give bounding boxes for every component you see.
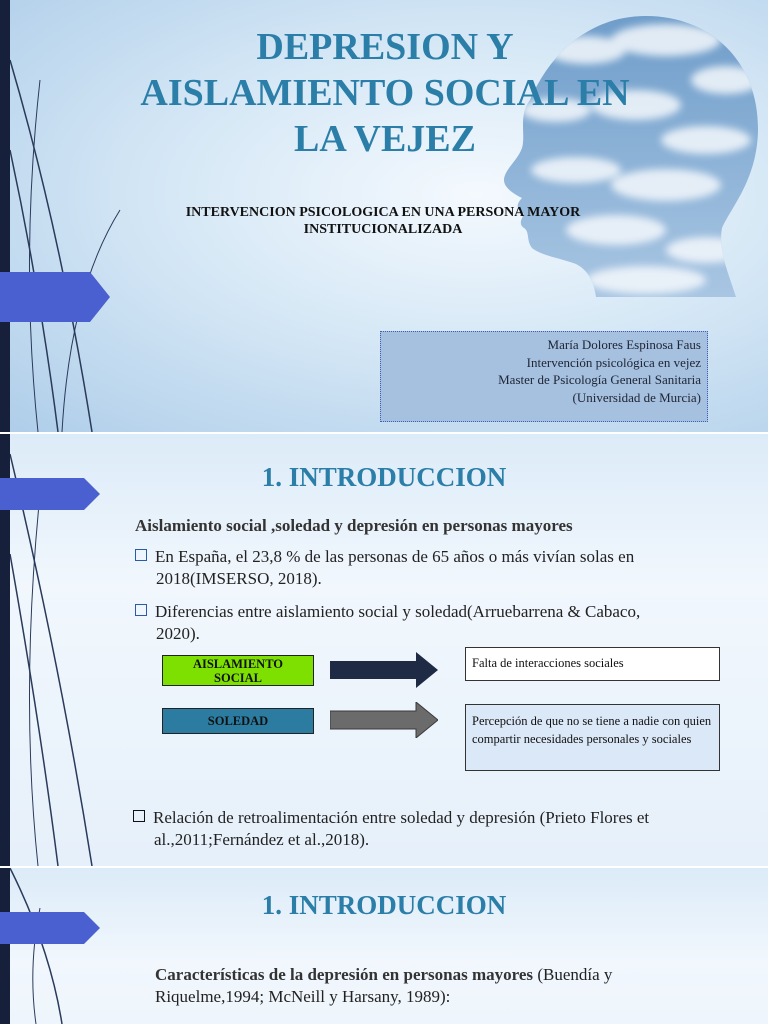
bullet-text: En España, el 23,8 % de las personas de 65 años o más vivían solas en xyxy=(155,547,635,566)
checkbox-bullet-icon xyxy=(135,549,147,561)
box-text: SOCIAL xyxy=(214,671,262,685)
section-lead: Aislamiento social ,soledad y depresión en personas mayores xyxy=(135,516,573,535)
loneliness-label-box: SOLEDAD xyxy=(162,708,314,734)
arrow-tab-icon xyxy=(0,272,110,322)
gray-arrow-icon xyxy=(330,702,438,738)
introduction-slide xyxy=(0,434,768,866)
author-university: (Universidad de Murcia) xyxy=(572,389,701,405)
author-course: Intervención psicológica en vejez xyxy=(526,354,701,370)
isolation-definition-box: Falta de interacciones sociales xyxy=(465,647,720,681)
bullet-item xyxy=(133,807,649,851)
lead-bold: Características de la depresión en personas mayores xyxy=(155,965,534,984)
isolation-label-box xyxy=(162,655,314,686)
bullet-text: 2018(IMSERSO, 2018). xyxy=(156,569,322,588)
title-line: AISLAMIENTO SOCIAL EN xyxy=(140,72,630,114)
bullet-item xyxy=(135,601,640,645)
lead-citation: (Buendía y xyxy=(533,965,613,984)
bullet-text: Relación de retroalimentación entre soledad y depresión (Prieto Flores et xyxy=(153,808,650,827)
left-accent-bar xyxy=(0,0,10,432)
checkbox-bullet-icon xyxy=(135,604,147,616)
slide-title xyxy=(110,24,660,162)
dark-arrow-icon xyxy=(330,652,438,688)
title-line: LA VEJEZ xyxy=(294,118,476,160)
author-name: María Dolores Espinosa Faus xyxy=(547,337,701,352)
checkbox-bullet-icon xyxy=(133,810,145,822)
box-text: AISLAMIENTO xyxy=(192,657,284,671)
lead-citation-line2: Riquelme,1994; McNeill y Harsany, 1989): xyxy=(155,987,451,1006)
section-heading: 1. INTRODUCCION xyxy=(261,890,507,920)
author-master: Master de Psicología General Sanitaria xyxy=(498,372,701,387)
title-line: DEPRESION Y xyxy=(256,26,514,68)
introduction-slide-2 xyxy=(0,868,768,1024)
title-slide xyxy=(0,0,768,432)
subtitle-line: INTERVENCION PSICOLOGICA EN UNA PERSONA MAYOR xyxy=(185,205,581,220)
subtitle-line: INSTITUCIONALIZADA xyxy=(303,222,463,237)
slide-subtitle xyxy=(120,204,646,238)
bullet-item xyxy=(135,546,634,590)
author-info-box xyxy=(380,331,708,422)
bullet-text: al.,2011;Fernández et al.,2018). xyxy=(154,830,370,849)
bullet-text: 2020). xyxy=(156,624,200,643)
bullet-text: Diferencias entre aislamiento social y soledad(Arruebarrena & Cabaco, xyxy=(155,602,641,621)
loneliness-definition-box: Percepción de que no se tiene a nadie con quien compartir necesidades personales y sociales xyxy=(465,704,720,771)
section-heading: 1. INTRODUCCION xyxy=(261,462,507,492)
section-lead xyxy=(155,964,612,1008)
